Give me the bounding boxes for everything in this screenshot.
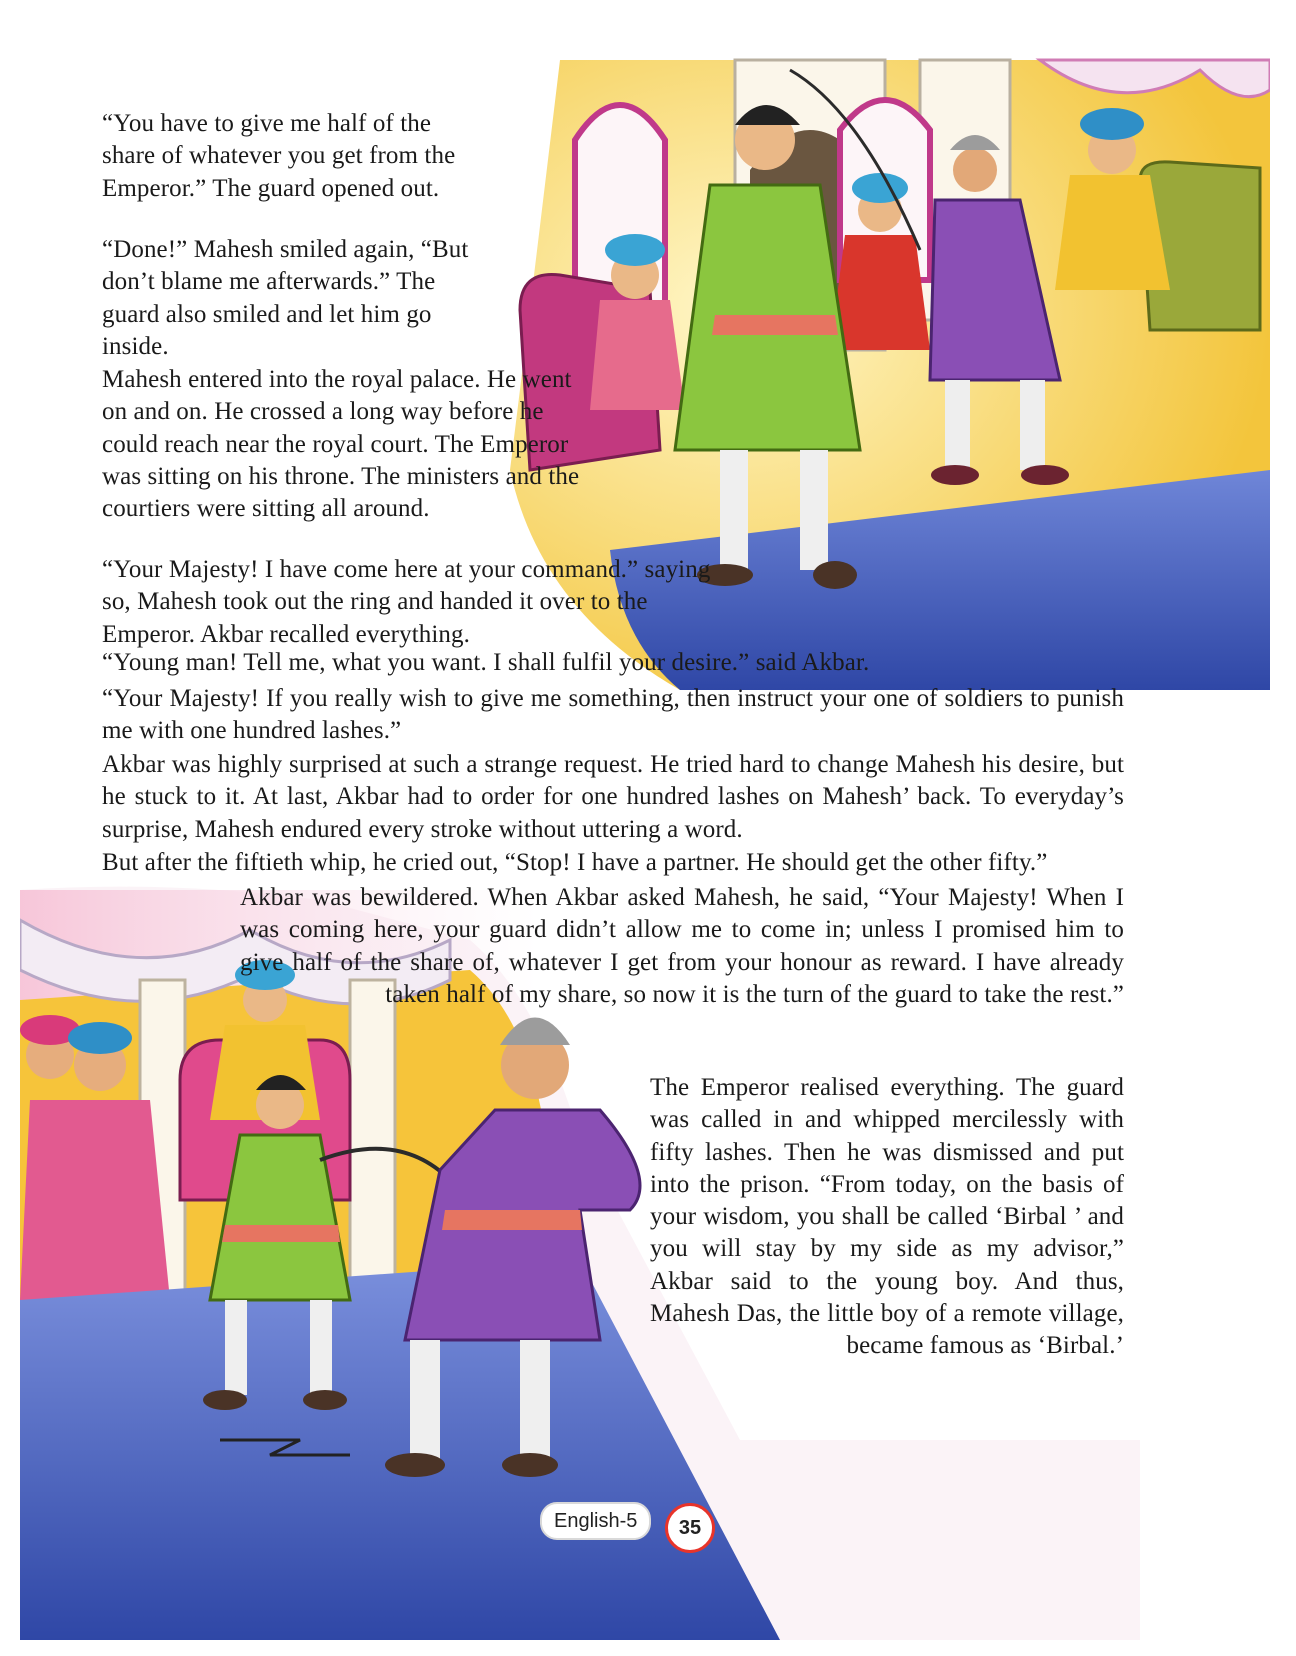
- page-number: 35: [665, 1503, 715, 1553]
- book-label: English-5: [540, 1502, 651, 1540]
- story-paragraph-6: “Your Majesty! If you really wish to give me something, then instruct your one of soldiers to punish me with one hundred lashes.”: [102, 685, 1124, 745]
- story-paragraph-3: Mahesh entered into the royal palace. He went on and on. He crossed a long way before he could reach near the royal court. The Emperor was sitting on his throne. The ministers and the courtiers were sitting all around.: [102, 366, 580, 523]
- story-paragraph-1: “You have to give me half of the share of whatever you get from the Emperor.” The guard opened out.: [102, 110, 456, 202]
- story-paragraph-2: “Done!” Mahesh smiled again, “But don’t blame me afterwards.” The guard also smiled and let him go inside.: [102, 236, 469, 360]
- story-paragraph-9: Akbar was bewildered. When Akbar asked Mahesh, he said, “Your Majesty! When I was coming here, your guard didn’t allow me to come in; unless I promised him to give half of the share of, whatever I get from your honour as reward. I have already taken half of my share, so now it is the turn of the guard to take the rest.”: [240, 884, 1124, 1008]
- story-paragraph-5: “Young man! Tell me, what you want. I shall fulfil your desire.” said Akbar.: [102, 649, 870, 676]
- story-paragraph-10: The Emperor realised everything. The guard was called in and whipped mercilessly with fifty lashes. Then he was dismissed and put into the prison. “From today, on the basis of your wisdom, you shall be called ‘Birbal ’ and you will stay by my side as my advisor,” Akbar said to the young boy. And thus, Mahesh Das, the little boy of a remote village, became famous as ‘Birbal.’: [650, 1074, 1124, 1360]
- story-paragraph-7: Akbar was highly surprised at such a strange request. He tried hard to change Mahesh his desire, but he stuck to it. At last, Akbar had to order for one hundred lashes on Mahesh’ back. To everyday’s surprise, Mahesh endured every stroke without uttering a word.: [102, 751, 1124, 843]
- story-paragraph-8: But after the fiftieth whip, he cried out, “Stop! I have a partner. He should get the other fifty.”: [102, 849, 1048, 876]
- story-paragraph-4: “Your Majesty! I have come here at your command.” saying so, Mahesh took out the ring and handed it over to the Emperor. Akbar recalled everything.: [102, 556, 711, 648]
